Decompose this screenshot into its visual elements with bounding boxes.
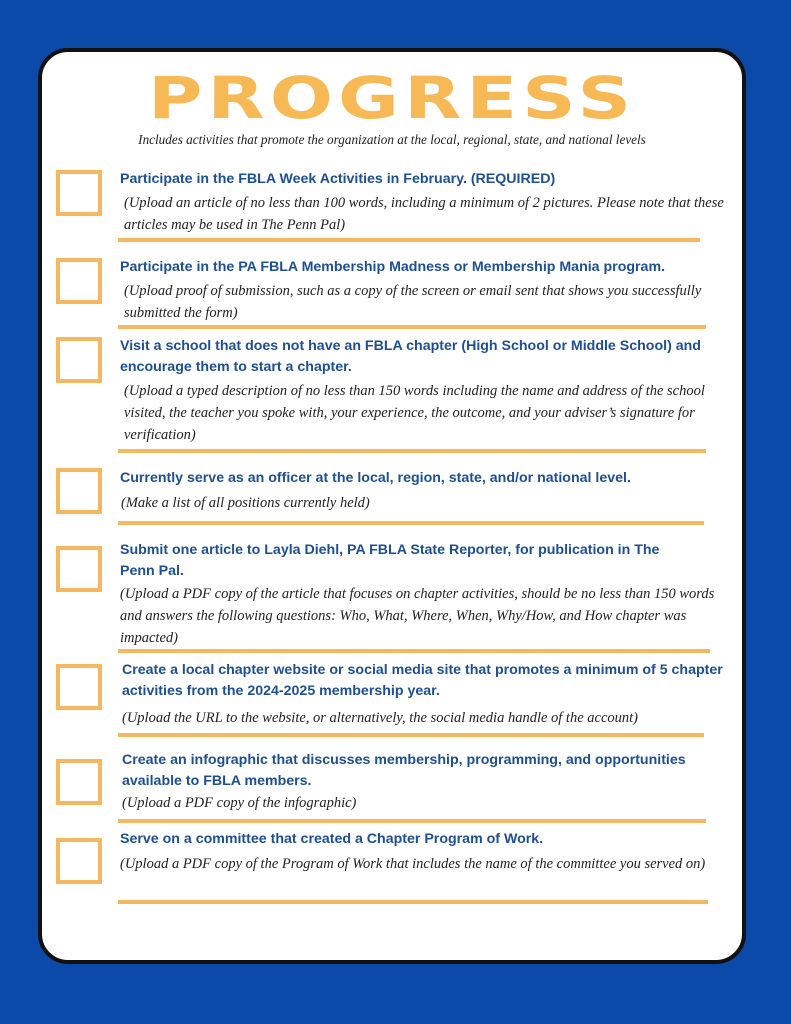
task-text [120,336,728,446]
task-text [120,829,728,875]
checkbox[interactable] [56,546,102,592]
task-title: Submit one article to Layla Diehl, PA FBLA State Reporter, for publication in The Penn Pal. [120,542,660,579]
divider [118,733,704,737]
task-text [120,540,715,649]
task-title: Participate in the PA FBLA Membership Madness or Membership Mania program. [120,259,666,275]
checkbox[interactable] [56,468,102,514]
checkbox[interactable] [56,337,102,383]
task-description: (Upload a typed description of no less than 150 words including the name and address of the school visited, the teacher you spoke with, your experience, the outcome, and your adviser’s signature for verification) [124,383,705,443]
task-text [122,660,728,729]
task-description: (Upload a PDF copy of the infographic) [122,795,357,811]
task-title: Serve on a committee that created a Chapter Program of Work. [120,831,544,847]
task-title: Visit a school that does not have an FBLA chapter (High School or Middle School) and encourage them to start a chapter. [120,338,701,375]
page-subtitle: Includes activities that promote the organization at the local, regional, state, and national levels [138,132,646,147]
task-title: Create an infographic that discusses membership, programming, and opportunities available to FBLA members. [122,752,686,789]
page-title: PROGRESS [147,64,637,132]
task-text [120,257,728,324]
checkbox[interactable] [56,170,102,216]
checkbox[interactable] [56,664,102,710]
checkbox[interactable] [56,258,102,304]
task-description: (Upload a PDF copy of the article that focuses on chapter activities, should be no less than 150 words and answers the following questions: Who, What, Where, When, Why/How, and How chapter was impacted) [120,586,715,646]
progress-card [38,48,746,964]
task-description: (Upload a PDF copy of the Program of Work that includes the name of the committee you served on) [120,856,706,872]
task-text [120,468,728,514]
task-description: (Upload the URL to the website, or alternatively, the social media handle of the account) [122,710,639,726]
task-text [122,750,728,814]
task-description: (Upload proof of submission, such as a copy of the screen or email sent that shows you successfully submitted the form) [124,283,702,321]
divider [118,900,708,904]
divider [118,238,700,242]
task-text [120,169,728,236]
task-title: Currently serve as an officer at the local, region, state, and/or national level. [120,470,631,486]
task-title: Participate in the FBLA Week Activities in February. (REQUIRED) [120,171,556,187]
divider [118,819,706,823]
checkbox[interactable] [56,838,102,884]
task-title: Create a local chapter website or social media site that promotes a minimum of 5 chapter activities from the 2024-2025 membership year. [122,662,723,699]
checkbox[interactable] [56,759,102,805]
divider [118,649,710,653]
task-description: (Upload an article of no less than 100 words, including a minimum of 2 pictures. Please note that these articles may be used in The Penn Pal) [124,195,724,233]
divider [118,325,706,329]
divider [118,521,704,525]
divider [118,449,706,453]
task-description: (Make a list of all positions currently held) [121,495,370,511]
